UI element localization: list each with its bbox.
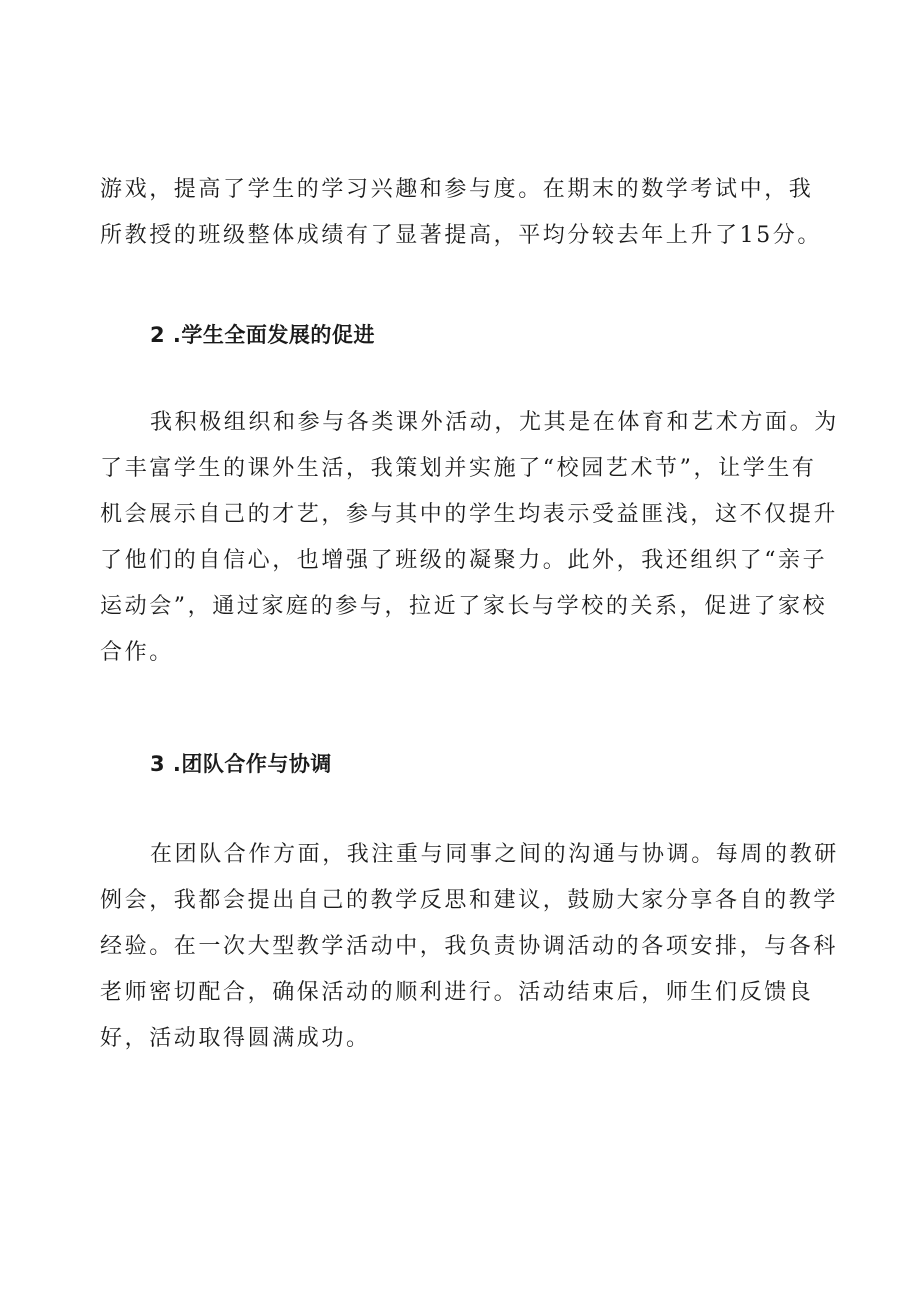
- paragraph-line: 合作。: [100, 640, 174, 665]
- section-heading-2: 2 .学生全面发展的促进: [150, 323, 375, 347]
- paragraph-line: 了丰富学生的课外生活，我策划并实施了“校园艺术节”，让学生有: [100, 456, 817, 481]
- paragraph-line: 了他们的自信心，也增强了班级的凝聚力。此外，我还组织了“亲子: [100, 548, 828, 573]
- paragraph-line: 老师密切配合，确保活动的顺利进行。活动结束后，师生们反馈良: [100, 980, 814, 1005]
- paragraph-line: 游戏，提高了学生的学习兴趣和参与度。在期末的数学考试中，我: [100, 177, 814, 202]
- paragraph-line: 运动会”，通过家庭的参与，拉近了家长与学校的关系，促进了家校: [100, 594, 828, 619]
- paragraph-line: 我积极组织和参与各类课外活动，尤其是在体育和艺术方面。为: [150, 410, 839, 435]
- paragraph-line: 例会，我都会提出自己的教学反思和建议，鼓励大家分享各自的教学: [100, 888, 839, 913]
- paragraph-line: 机会展示自己的才艺，参与其中的学生均表示受益匪浅，这不仅提升: [100, 502, 839, 527]
- paragraph-line: 好，活动取得圆满成功。: [100, 1026, 371, 1051]
- section-2-paragraph: [100, 400, 839, 676]
- continuation-paragraph: [100, 167, 822, 259]
- paragraph-line: 所教授的班级整体成绩有了显著提高，平均分较去年上升了15分。: [100, 223, 822, 248]
- section-heading-3: 3 .团队合作与协调: [150, 752, 332, 776]
- paragraph-line: 经验。在一次大型教学活动中，我负责协调活动的各项安排，与各科: [100, 934, 839, 959]
- section-3-paragraph: [100, 832, 839, 1062]
- paragraph-line: 在团队合作方面，我注重与同事之间的沟通与协调。每周的教研: [150, 842, 839, 867]
